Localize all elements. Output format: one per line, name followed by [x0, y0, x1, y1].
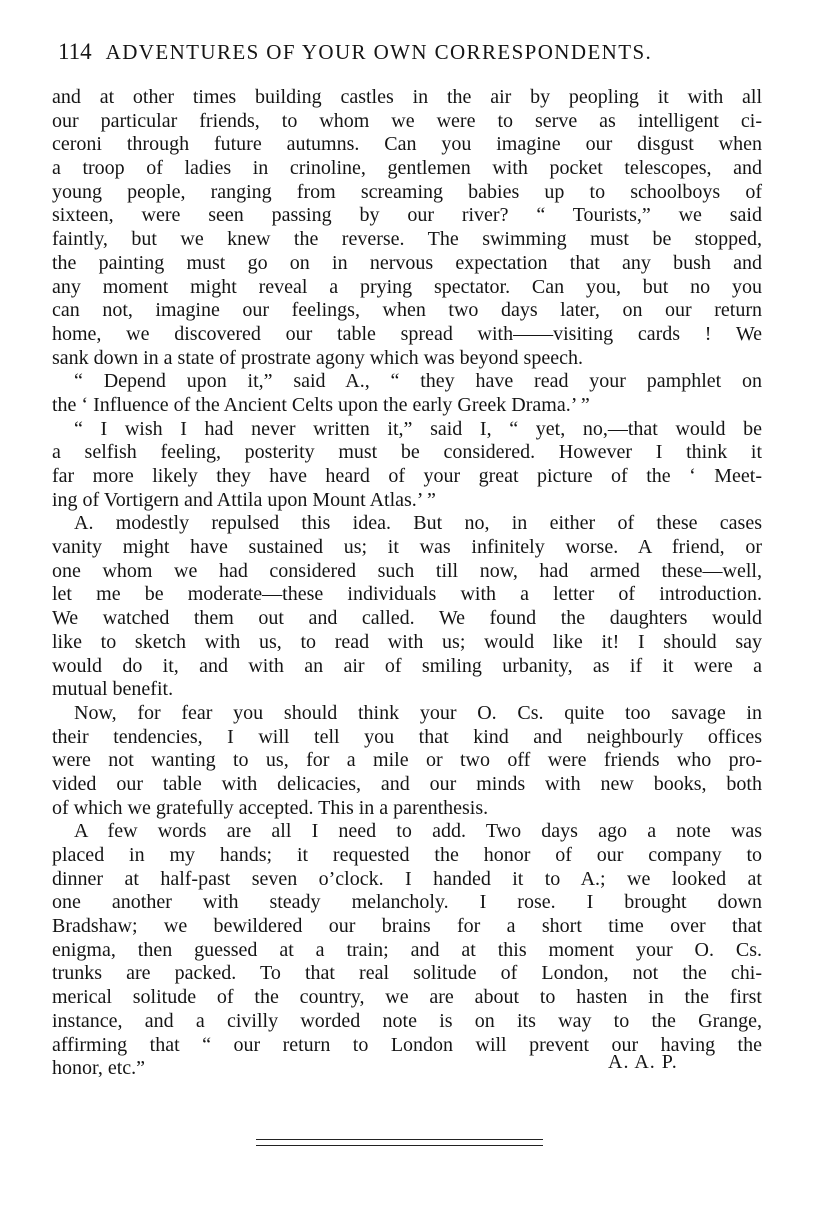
page-number: 114: [58, 39, 92, 64]
text-line: sixteen, were seen passing by our river? “ Tourists,” we said: [52, 204, 762, 227]
text-line: vided our table with delicacies, and our minds with new books, both: [52, 772, 762, 795]
text-line: vanity might have sustained us; it was infinitely worse. A friend, or: [52, 536, 762, 559]
text-line: enigma, then guessed at a train; and at this moment your O. Cs.: [52, 938, 762, 961]
text-line: Now, for fear you should think your O. Cs. quite too savage in: [74, 701, 762, 724]
text-line: faintly, but we knew the reverse. The swimming must be stopped,: [52, 228, 762, 251]
text-line: can not, imagine our feelings, when two days later, on our return: [52, 299, 762, 322]
text-line: young people, ranging from screaming babies up to schoolboys of: [52, 180, 762, 203]
text-line: dinner at half-past seven o’clock. I handed it to A.; we looked at: [52, 867, 762, 890]
text-line: a troop of ladies in crinoline, gentlemen with pocket telescopes, and: [52, 157, 762, 180]
text-line: would do it, and with an air of smiling urbanity, as if it were a: [52, 654, 762, 677]
text-line: a selfish feeling, posterity must be considered. However I think it: [52, 441, 762, 464]
text-line: the ‘ Influence of the Ancient Celts upon the early Greek Drama.’ ”: [52, 393, 590, 416]
text-line: affirming that “ our return to London will prevent our having the: [52, 1033, 762, 1056]
text-line: sank down in a state of prostrate agony which was beyond speech.: [52, 346, 583, 369]
text-line: let me be moderate—these individuals with a letter of introduction.: [52, 583, 762, 606]
text-line: any moment might reveal a prying spectator. Can you, but no you: [52, 275, 762, 298]
text-line: the painting must go on in nervous expectation that any bush and: [52, 251, 762, 274]
closing-rule: [256, 1145, 543, 1146]
text-line: ing of Vortigern and Attila upon Mount Atlas.’ ”: [52, 488, 436, 511]
closing-rule: [256, 1139, 543, 1140]
text-line: our particular friends, to whom we were to serve as intelligent ci-: [52, 109, 762, 132]
text-line: far more likely they have heard of your great picture of the ‘ Meet-: [52, 465, 762, 487]
text-line: their tendencies, I will tell you that kind and neighbourly offices: [52, 725, 762, 748]
text-line: honor, etc.”: [52, 1057, 146, 1080]
text-line: trunks are packed. To that real solitude of London, not the chi-: [52, 962, 762, 985]
text-line: one another with steady melancholy. I rose. I brought down: [52, 891, 762, 914]
text-line: “ I wish I had never written it,” said I, “ yet, no,—that would be: [74, 417, 762, 440]
text-line: merical solitude of the country, we are about to hasten in the first: [52, 986, 762, 1009]
text-line: ceroni through future autumns. Can you imagine our disgust when: [52, 133, 762, 156]
text-line: like to sketch with us, to read with us; would like it! I should say: [52, 630, 762, 653]
text-line: and at other times building castles in the air by peopling it with all: [52, 86, 762, 108]
text-line: one whom we had considered such till now, had armed these—well,: [52, 559, 762, 582]
text-line: were not wanting to us, for a mile or two off were friends who pro-: [52, 749, 762, 772]
text-line: instance, and a civilly worded note is on its way to the Grange,: [52, 1009, 762, 1032]
running-title: ADVENTURES OF YOUR OWN CORRESPONDENTS.: [105, 40, 653, 64]
text-line: A. modestly repulsed this idea. But no, in either of these cases: [74, 512, 762, 535]
text-line: mutual benefit.: [52, 678, 174, 701]
text-line: placed in my hands; it requested the honor of our company to: [52, 844, 762, 866]
text-line: home, we discovered our table spread with——visiting cards ! We: [52, 322, 762, 345]
text-line: Bradshaw; we bewildered our brains for a short time over that: [52, 915, 762, 938]
text-line: A few words are all I need to add. Two days ago a note was: [74, 820, 762, 843]
running-header: [58, 40, 652, 64]
text-line: We watched them out and called. We found the daughters would: [52, 607, 762, 630]
text-line: “ Depend upon it,” said A., “ they have read your pamphlet on: [74, 370, 762, 393]
text-line: of which we gratefully accepted. This in a parenthesis.: [52, 796, 489, 819]
author-signature: A. A. P.: [608, 1051, 678, 1073]
body-text: [52, 86, 762, 1081]
